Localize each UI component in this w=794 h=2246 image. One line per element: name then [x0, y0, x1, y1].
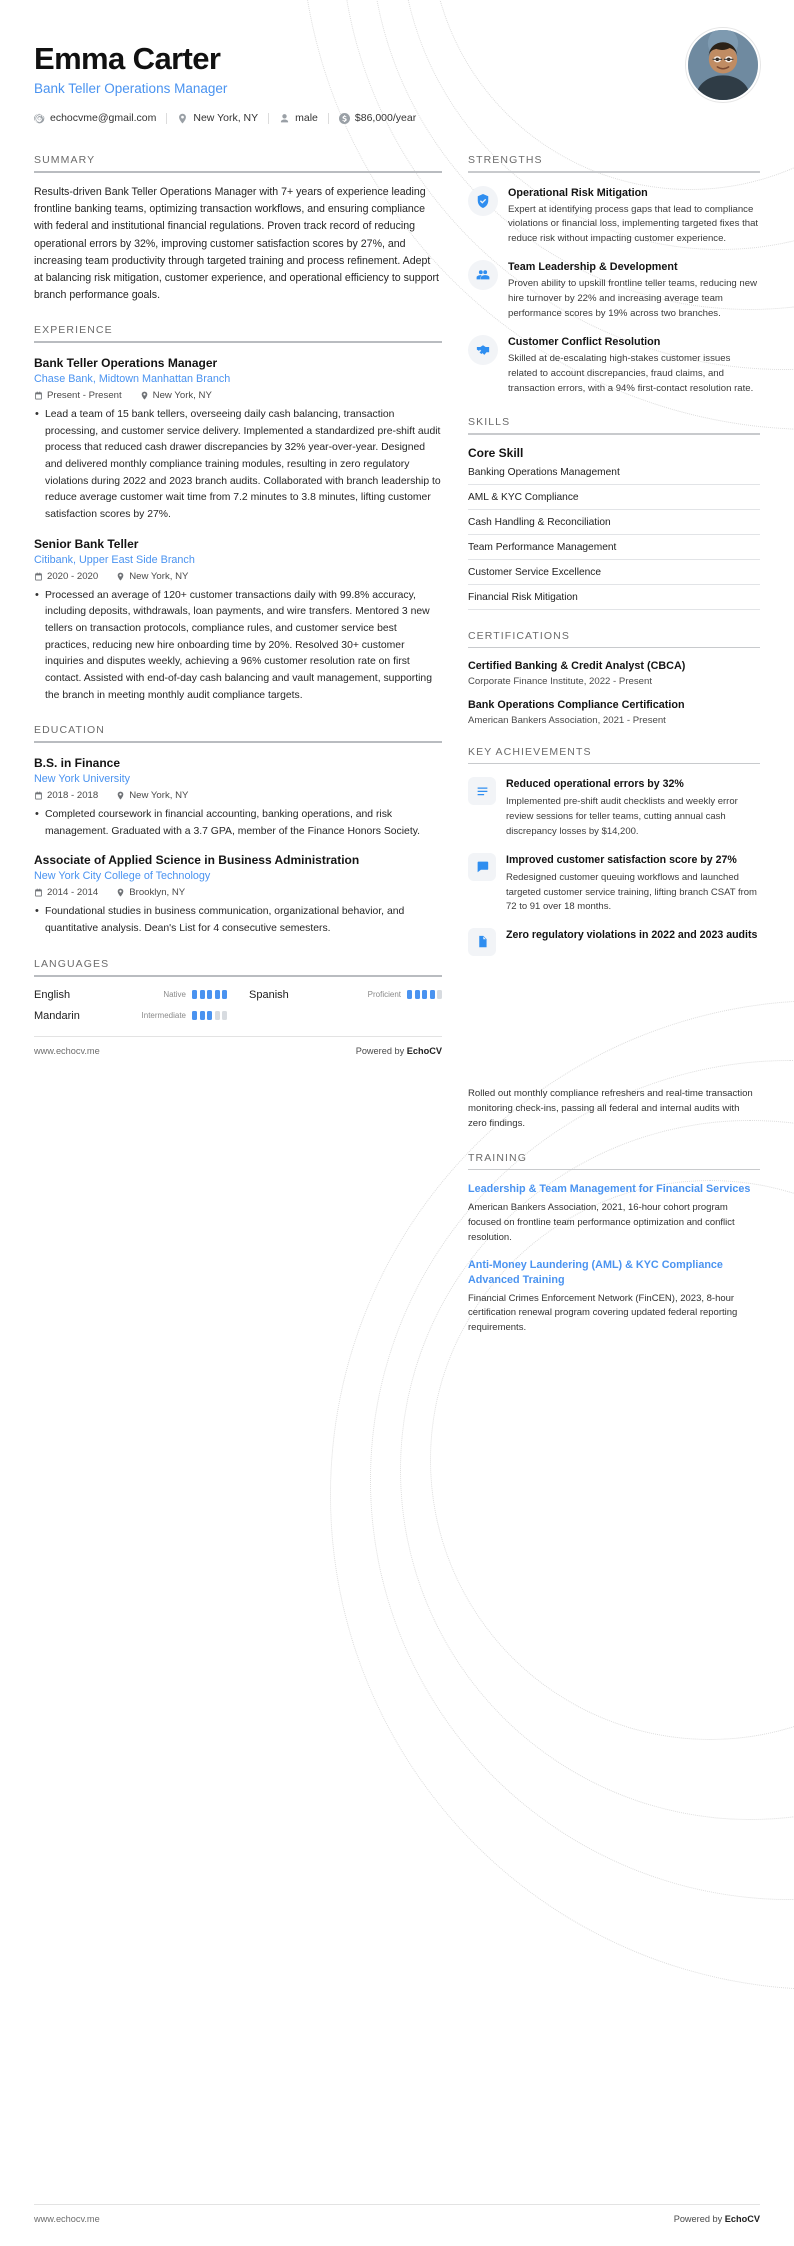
footer-brand-name: EchoCV — [406, 1045, 442, 1056]
certification-meta: American Bankers Association, 2021 - Present — [468, 714, 666, 726]
training-desc: American Bankers Association, 2021, 16-hour cohort program focused on frontline team performance optimization and conflict resolution. — [468, 1202, 735, 1243]
certification-meta: Corporate Finance Institute, 2022 - Present — [468, 675, 652, 687]
skill-item: Banking Operations Management — [468, 460, 760, 485]
achievement-item — [468, 928, 760, 956]
strength-badge — [468, 335, 498, 365]
language-level: Native — [163, 990, 186, 1000]
training-name: Anti-Money Laundering (AML) & KYC Compliance Advanced Training — [468, 1258, 723, 1286]
section-achievements — [468, 746, 760, 956]
location-icon — [177, 113, 188, 124]
contact-email — [34, 112, 156, 124]
document-icon — [476, 935, 489, 948]
experience-meta — [34, 571, 442, 582]
contact-row — [34, 112, 760, 124]
chat-icon — [476, 860, 489, 873]
team-icon — [476, 268, 490, 282]
experience-org: Citibank, Upper East Side Branch — [34, 553, 195, 566]
calendar-icon — [34, 391, 43, 400]
footer-url: www.echocv.me — [34, 1045, 100, 1056]
experience-title: Bank Teller Operations Manager — [34, 356, 218, 371]
training-name: Leadership & Team Management for Financial Services — [468, 1183, 751, 1196]
education-location: New York, NY — [129, 790, 189, 802]
experience-bullets — [34, 588, 442, 704]
achievement-badge — [468, 853, 496, 881]
contact-email-text: echocvme@gmail.com — [50, 112, 157, 125]
location-icon — [140, 391, 149, 400]
location-icon — [116, 888, 125, 897]
experience-dates: 2020 - 2020 — [47, 570, 99, 582]
language-rating — [407, 990, 442, 999]
section-skills — [468, 416, 760, 610]
section-rule — [34, 975, 442, 977]
strength-desc: Proven ability to upskill frontline teller teams, reducing new hire turnover by 22% and increasing average team performance scores by 19% across two branches. — [508, 278, 758, 319]
section-rule — [468, 647, 760, 649]
education-meta — [34, 790, 442, 801]
achievement-continued — [468, 1086, 760, 1132]
strength-title: Team Leadership & Development — [508, 261, 678, 274]
footer-url: www.echocv.me — [34, 2214, 100, 2224]
education-school: New York City College of Technology — [34, 870, 211, 883]
achievement-desc: Rolled out monthly compliance refreshers and real-time transaction monitoring check-ins, passing all federal and internal audits with zero findings. — [468, 1087, 753, 1130]
certification-name: Bank Operations Compliance Certification — [468, 698, 685, 711]
page-title: Emma Carter — [34, 41, 221, 76]
section-strengths — [468, 154, 760, 396]
education-degree: B.S. in Finance — [34, 756, 121, 771]
experience-location: New York, NY — [152, 390, 212, 402]
education-bullets — [34, 807, 442, 840]
education-entry — [34, 756, 442, 840]
summary-heading: SUMMARY — [34, 154, 96, 167]
footer-brand — [674, 2214, 760, 2224]
achievements-heading: KEY ACHIEVEMENTS — [468, 745, 592, 758]
section-rule — [468, 1169, 760, 1171]
achievement-item — [468, 777, 760, 839]
achievement-title: Zero regulatory violations in 2022 and 2023 audits — [506, 928, 758, 941]
language-rating — [192, 1011, 227, 1020]
contact-salary-text: $86,000/year — [354, 112, 417, 125]
avatar-photo — [688, 30, 758, 100]
skill-item: Financial Risk Mitigation — [468, 585, 760, 610]
header-role: Bank Teller Operations Manager — [34, 81, 228, 97]
section-experience — [34, 324, 442, 704]
certification-item — [468, 698, 760, 726]
education-degree: Associate of Applied Science in Business Administration — [34, 853, 360, 868]
achievement-desc: Implemented pre-shift audit checklists and weekly error review sessions for teller teams, cutting annual cash discrepancy losses by $14,200. — [506, 796, 738, 837]
section-rule — [468, 763, 760, 765]
language-name: English — [34, 988, 71, 1001]
email-icon — [34, 113, 45, 124]
contact-salary — [339, 112, 416, 124]
training-desc: Financial Crimes Enforcement Network (FinCEN), 2023, 8-hour certification renewal program covering updated federal reporting requirements. — [468, 1292, 738, 1334]
education-bullets — [34, 904, 442, 937]
bullet-item: • Foundational studies in business communication, organizational behavior, and quantitative analysis. Dean's List for 4 consecutive semesters. — [34, 904, 442, 937]
footer-brand — [356, 1046, 442, 1056]
right-column — [468, 134, 760, 956]
language-rating — [192, 990, 227, 999]
contact-gender — [279, 112, 318, 124]
location-icon — [116, 572, 125, 581]
strength-desc: Expert at identifying process gaps that lead to compliance violations or financial loss, implementing targeted fixes that reduce risk without impacting customer experience. — [508, 203, 759, 245]
bullet-item: • Processed an average of 120+ customer transactions daily with 99.8% accuracy, including deposits, withdrawals, loan payments, and wire transfers. Mentored 3 new tellers on transaction protocols, compliance rules, and customer service best practices, reducing new hire onboarding time by 20%. Resolved 30+ customer inquiries and disputes weekly, achieving a 96% customer resolution rate on first contact. Assisted with end-of-day cash balancing and vault management, supporting the branch in meeting monthly audit compliance targets. — [34, 588, 442, 704]
certification-name: Certified Banking & Credit Analyst (CBCA) — [468, 660, 686, 673]
strength-badge — [468, 260, 498, 290]
languages-heading: LANGUAGES — [34, 957, 110, 970]
strengths-heading: STRENGTHS — [468, 154, 543, 167]
certifications-heading: CERTIFICATIONS — [468, 629, 570, 642]
achievement-title: Improved customer satisfaction score by 27% — [506, 853, 737, 866]
languages-grid — [34, 989, 442, 1022]
resume-header — [34, 0, 760, 134]
language-level: Intermediate — [141, 1011, 186, 1021]
experience-location: New York, NY — [129, 570, 189, 582]
training-item — [468, 1182, 760, 1245]
education-dates: 2014 - 2014 — [47, 887, 99, 899]
left-column — [34, 134, 442, 1056]
strength-item — [468, 186, 760, 248]
handshake-icon — [476, 343, 490, 357]
calendar-icon — [34, 888, 43, 897]
list-check-icon — [476, 785, 489, 798]
strength-badge — [468, 186, 498, 216]
calendar-icon — [34, 572, 43, 581]
contact-gender-text: male — [295, 112, 318, 125]
language-name: Spanish — [249, 988, 289, 1001]
continuation-right-column — [468, 1086, 760, 1336]
bullet-item: • Lead a team of 15 bank tellers, overseeing daily cash balancing, transaction processing, and customer service delivery. Implemented a standardized pre-shift audit process that reduced cash drawer discrepancies by 32% year-over-year. Designed and delivered monthly compliance training modules, resulting in zero regulatory violations during 2022 and 2023 branch audits. Collaborated with branch leadership to reduce average customer wait time from 7.2 minutes to 3.8 minutes, lifting customer satisfaction scores by 27%. — [34, 407, 442, 523]
experience-heading: EXPERIENCE — [34, 324, 113, 337]
strength-desc: Skilled at de-escalating high-stakes customer issues related to account discrepancies, fraud claims, and transaction errors, with a 94% first-contact resolution rate. — [508, 352, 754, 394]
contact-location — [177, 112, 258, 124]
training-item — [468, 1258, 760, 1336]
skill-group-title: Core Skill — [468, 445, 524, 460]
contact-divider — [268, 113, 269, 124]
experience-org: Chase Bank, Midtown Manhattan Branch — [34, 373, 231, 386]
person-icon — [279, 113, 290, 124]
language-item — [34, 1010, 227, 1022]
skill-item: Team Performance Management — [468, 535, 760, 560]
section-rule — [34, 741, 442, 743]
experience-dates: Present - Present — [47, 390, 122, 402]
achievement-badge — [468, 928, 496, 956]
contact-divider — [328, 113, 329, 124]
experience-title: Senior Bank Teller — [34, 536, 139, 551]
section-rule — [468, 433, 760, 435]
achievement-title: Reduced operational errors by 32% — [506, 778, 684, 791]
location-icon — [116, 791, 125, 800]
section-rule — [468, 171, 760, 173]
strength-item — [468, 335, 760, 397]
section-rule — [34, 341, 442, 343]
section-rule — [34, 171, 442, 173]
page-footer — [34, 1036, 442, 1056]
certification-item — [468, 659, 760, 687]
strength-item — [468, 260, 760, 322]
skill-item: Cash Handling & Reconciliation — [468, 510, 760, 535]
section-training — [468, 1152, 760, 1336]
skill-item: Customer Service Excellence — [468, 560, 760, 585]
contact-location-text: New York, NY — [193, 112, 259, 125]
achievement-item — [468, 853, 760, 915]
achievement-badge — [468, 777, 496, 805]
skill-item: AML & KYC Compliance — [468, 485, 760, 510]
language-level: Proficient — [367, 990, 401, 1000]
contact-divider — [166, 113, 167, 124]
avatar — [686, 28, 760, 102]
continuation-columns — [34, 1086, 760, 1336]
section-summary — [34, 154, 442, 304]
strength-title: Customer Conflict Resolution — [508, 335, 661, 348]
experience-meta — [34, 390, 442, 401]
language-item — [34, 989, 227, 1001]
section-languages — [34, 958, 442, 1022]
experience-bullets — [34, 407, 442, 523]
footer-powered-text: Powered by — [673, 2214, 725, 2224]
section-education — [34, 724, 442, 938]
achievement-desc: Redesigned customer queuing workflows and launched targeted customer service training, lifting branch CSAT from 72 to 91 over 18 months. — [506, 871, 757, 913]
education-school: New York University — [34, 773, 131, 786]
salary-icon — [339, 113, 350, 124]
education-dates: 2018 - 2018 — [47, 790, 99, 802]
shield-check-icon — [476, 194, 490, 208]
training-heading: TRAINING — [468, 1151, 527, 1164]
education-location: Brooklyn, NY — [129, 887, 186, 899]
section-certifications — [468, 630, 760, 726]
summary-text: Results-driven Bank Teller Operations Manager with 7+ years of experience leading frontline banking teams, optimizing transaction workflows, and ensuring compliance with federal and institutional financial regulations. Proven track record of reducing operational errors by 32%, improving customer satisfaction scores by 27%, and increasing team productivity through targeted training and process refinement. Adept at balancing risk mitigation, customer experience, and operational efficiency to support branch performance goals. — [34, 186, 439, 302]
footer-powered-text: Powered by — [355, 1045, 407, 1056]
page-footer-bottom — [34, 2204, 760, 2224]
skills-heading: SKILLS — [468, 416, 511, 429]
language-name: Mandarin — [34, 1009, 80, 1022]
bullet-item: • Completed coursework in financial accounting, banking operations, and risk management. Graduated with a 3.7 GPA, member of the Finance Honors Society. — [34, 807, 442, 840]
calendar-icon — [34, 791, 43, 800]
footer-brand-name: EchoCV — [724, 2214, 760, 2224]
education-meta — [34, 887, 442, 898]
education-heading: EDUCATION — [34, 724, 105, 737]
experience-entry — [34, 537, 442, 704]
experience-entry — [34, 356, 442, 523]
strength-title: Operational Risk Mitigation — [508, 186, 648, 199]
language-item — [249, 989, 442, 1001]
education-entry — [34, 853, 442, 937]
